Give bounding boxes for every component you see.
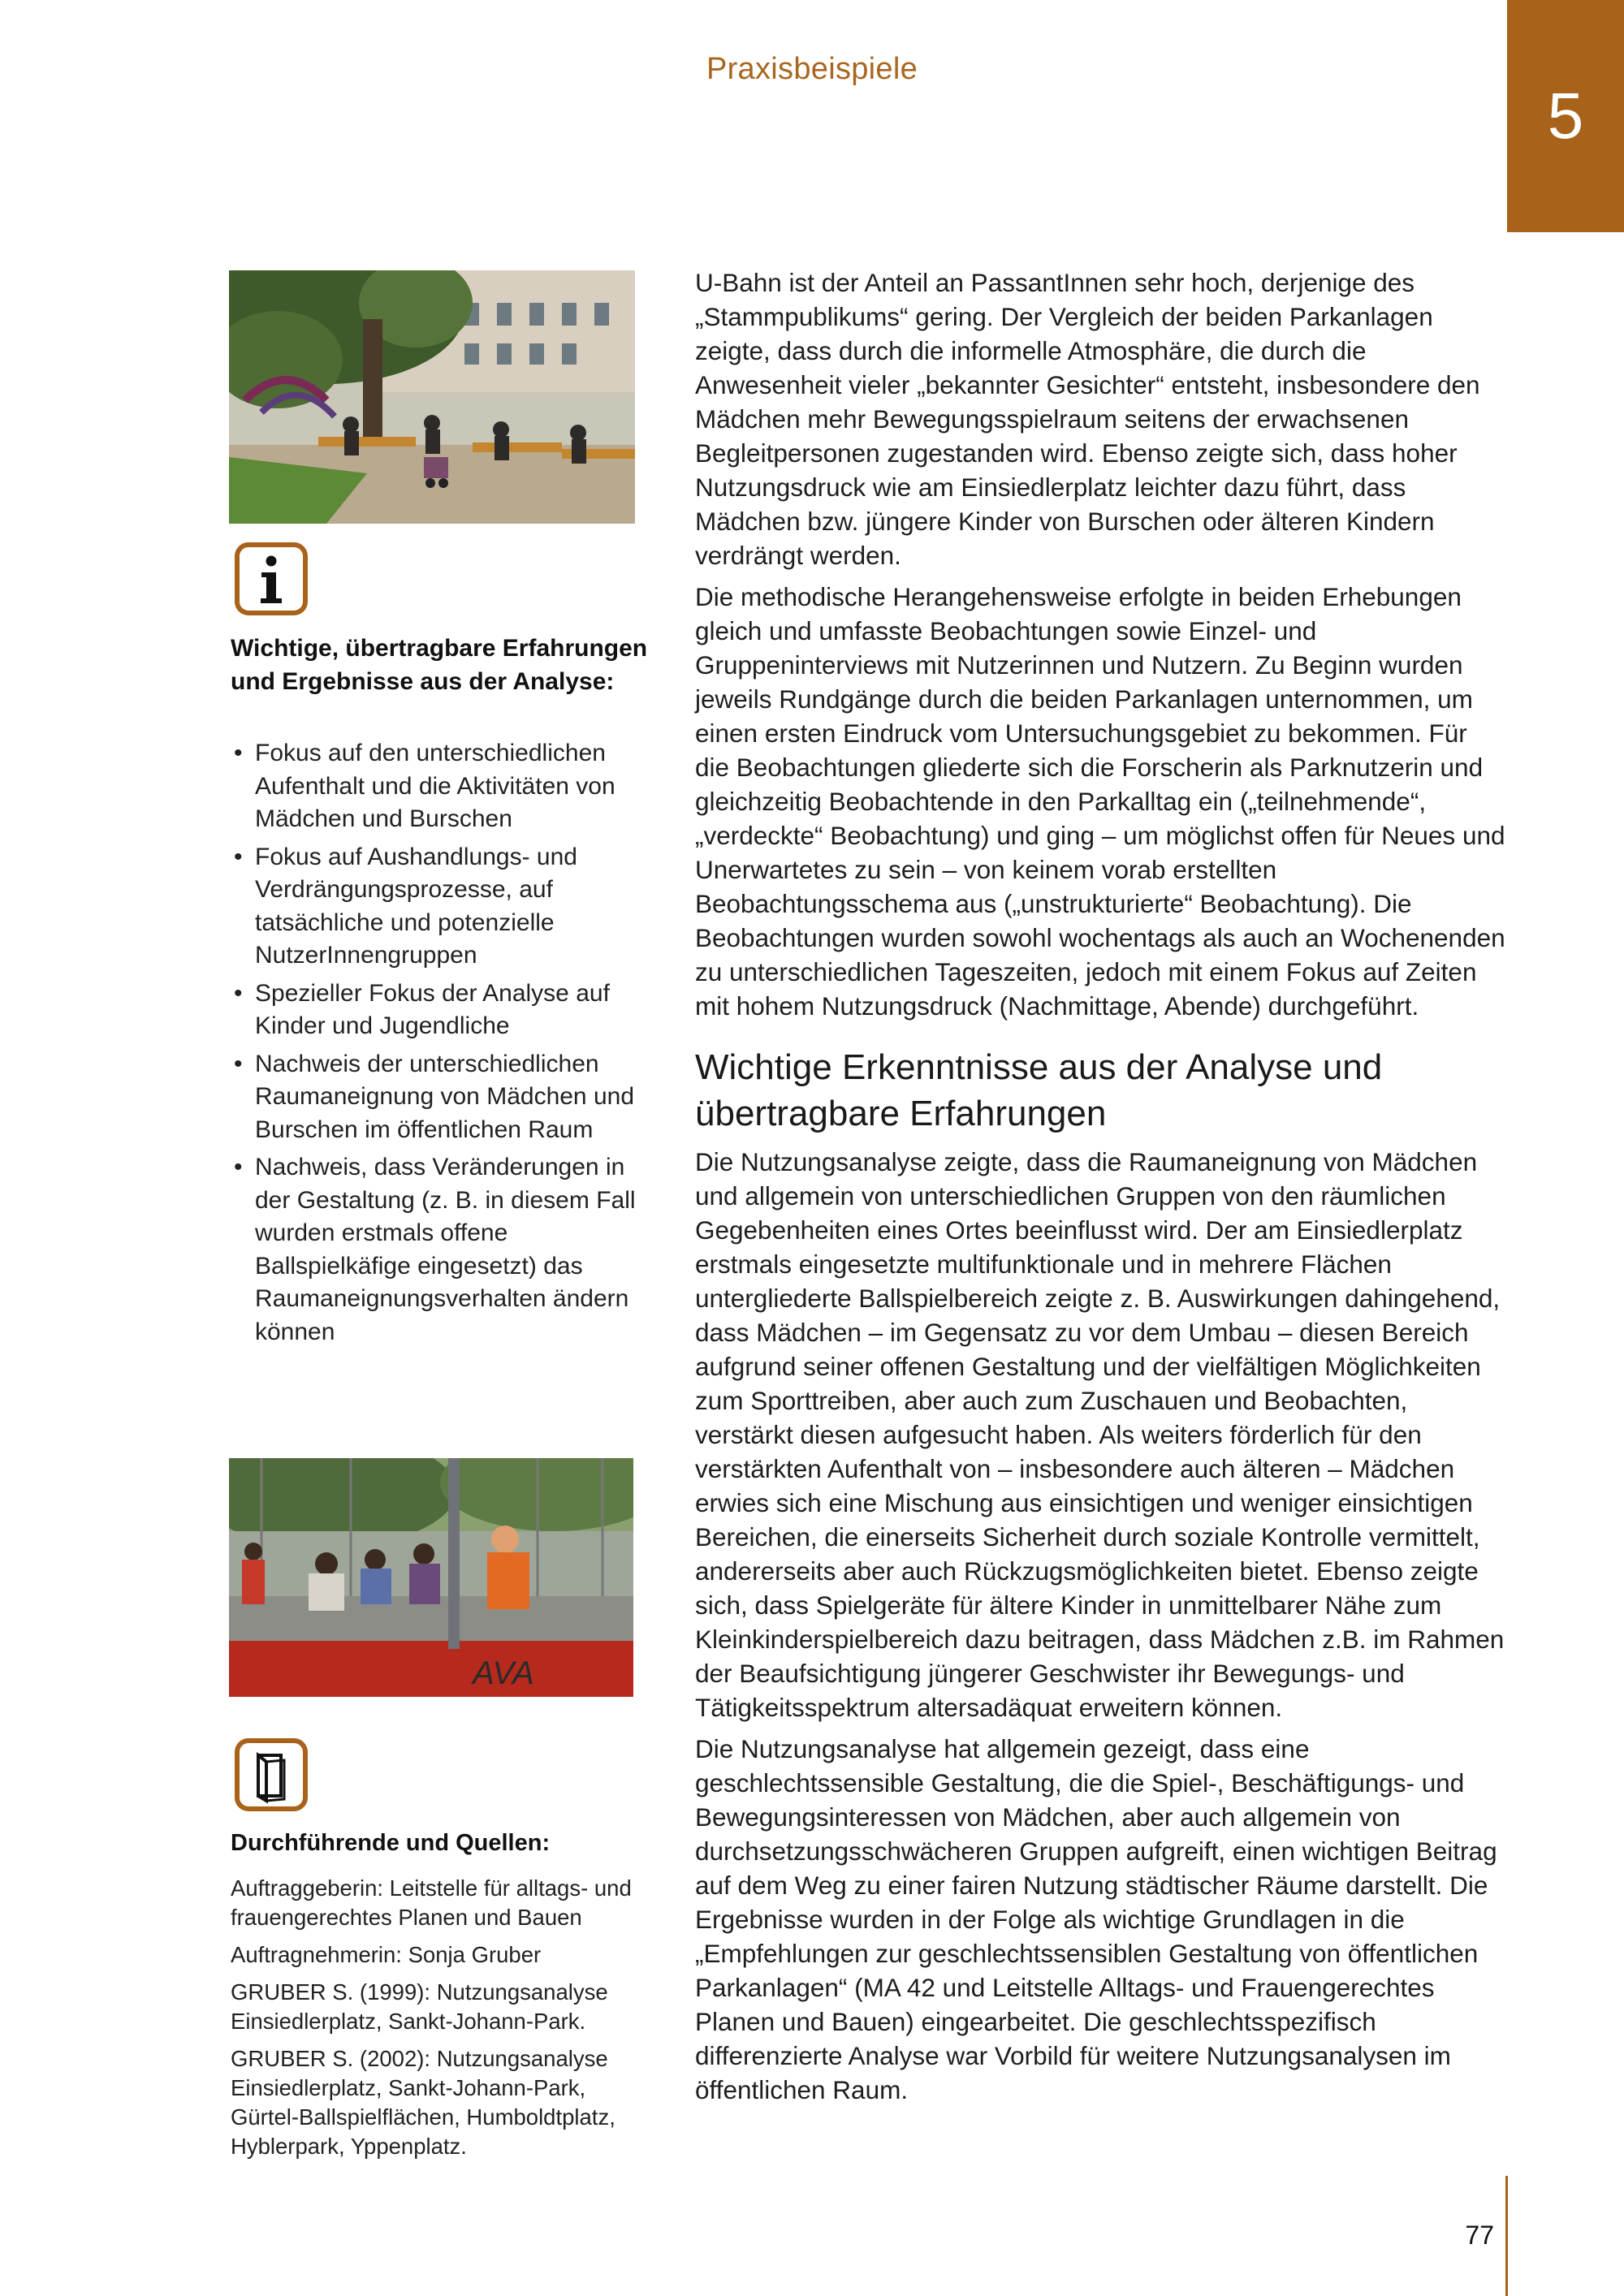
list-item: • Fokus auf den unterschiedlichen Aufenthalt und die Aktivitäten von Mädchen und Burschen bbox=[231, 737, 653, 836]
body-paragraph: Die methodische Herangehensweise erfolgte in beiden Erhebungen gleich und umfasste Beobachtungen sowie Einzel- und Gruppeninterviews mit Nutzerinnen und Nutzern. Zu Beginn wurden jeweils Rundgänge durch die beiden Parkanlagen unternommen, um einen ersten Eindruck vom Untersuchungsgebiet zu bekommen. Für die Beobachtungen gliederte sich die Forscherin als Parknutzerin und gleichzeitig Beobachtende in den Parkalltag ein („teilnehmende“, „verdeckte“ Beobachtung) und ging – um möglichst offen für Neues und Unerwartetes zu sein – von keinem vorab erstellten Beobachtungsschema aus („unstrukturierte“ Beobachtung). Die Beobachtungen wurden sowohl wochentags als auch an Wochenenden zu unterschiedlichen Tageszeiten, jedoch mit einem Fokus auf Zeiten mit hohem Nutzungsdruck (Nachmittage, Abende) durchgeführt. bbox=[695, 582, 1505, 1021]
book-icon bbox=[234, 1737, 309, 1812]
sources-list bbox=[231, 1874, 653, 2169]
body-paragraph: U-Bahn ist der Anteil an PassantInnen sehr hoch, derjenige des „Stammpublikums“ gering. Der Vergleich der beiden Parkanlagen zeigte, dass durch die informelle Atmosphäre, die durch die Anwesenheit vieler „bekannter Gesichter“ entsteht, insbesondere den Mädchen mehr Bewegungsspielraum seitens der erwachsenen Begleitpersonen zugestanden wird. Ebenso zeigte sich, dass hoher Nutzungsdruck wie am Einsiedlerplatz leichter dazu führt, dass Mädchen bzw. jüngere Kinder von Burschen oder älteren Kindern verdrängt werden. bbox=[695, 268, 1480, 570]
section-heading: Wichtige Erkenntnisse aus der Analyse und übertragbare Erfahrungen bbox=[695, 1047, 1383, 1133]
list-item: • Fokus auf Aushandlungs- und Verdrängungsprozesse, auf tatsächliche und potenzielle NutzerInnengruppen bbox=[231, 841, 653, 973]
children-photo bbox=[229, 1458, 633, 1697]
source-entry: Auftraggeberin: Leitstelle für alltags- und frauengerechtes Planen und Bauen bbox=[231, 1875, 632, 1930]
page-rule bbox=[1505, 2176, 1508, 2296]
source-entry: Auftragnehmerin: Sonja Gruber bbox=[231, 1942, 542, 1967]
page-number: 77 bbox=[1465, 2220, 1494, 2250]
park-photo bbox=[229, 270, 635, 524]
info-icon bbox=[234, 542, 309, 616]
body-paragraph: Die Nutzungsanalyse hat allgemein gezeigt, dass eine geschlechtssensible Gestaltung, die die Spiel-, Beschäftigungs- und Bewegungsinteressen von Mädchen, aber auch allgemein von durchsetzungsschwächeren Gruppen aufgreift, einen wichtigen Beitrag auf dem Weg zu einer fairen Nutzung städtischer Räume darstellt. Die Ergebnisse wurden in der Folge als wichtige Grundlagen in die „Empfehlungen zur geschlechtssensiblen Gestaltung von öffentlichen Parkanlagen“ (MA 42 und Leitstelle Alltags- und Frauengerechtes Planen und Bauen) eingearbeitet. Die geschlechtsspezifisch differenzierte Analyse war Vorbild für weitere Nutzungsanalysen im öffentlichen Raum. bbox=[695, 1734, 1497, 2104]
source-entry: GRUBER S. (1999): Nutzungsanalyse Einsiedlerplatz, Sankt-Johann-Park. bbox=[231, 1979, 608, 2034]
chapter-number: 5 bbox=[1547, 80, 1584, 152]
info-heading: Wichtige, übertragbare Erfahrungen und Ergebnisse aus der Analyse: bbox=[231, 635, 648, 695]
sources-heading: Durchführende und Quellen: bbox=[231, 1830, 551, 1856]
list-item: • Spezieller Fokus der Analyse auf Kinder und Jugendliche bbox=[231, 978, 653, 1043]
graffiti-text: AVA bbox=[473, 1655, 534, 1691]
source-entry: GRUBER S. (2002): Nutzungsanalyse Einsiedlerplatz, Sankt-Johann-Park, Gürtel-Ballspielflächen, Humboldtplatz, Hyblerpark, Yppenplatz. bbox=[231, 2046, 615, 2159]
list-item: • Nachweis, dass Veränderungen in der Gestaltung (z. B. in diesem Fall wurden erstmals offene Ballspielkäfige eingesetzt) das Raumaneignungsverhalten ändern können bbox=[231, 1151, 653, 1349]
running-header: Praxisbeispiele bbox=[706, 52, 918, 86]
findings-list bbox=[231, 737, 653, 1353]
body-paragraph: Die Nutzungsanalyse zeigte, dass die Raumaneignung von Mädchen und allgemein von unterschiedlichen Gruppen von den räumlichen Gegebenheiten eines Ortes beeinflusst wird. Der am Einsiedlerplatz erstmals eingesetzte multifunktionale und in mehrere Flächen untergliederte Ballspielbereich zeigte z. B. Auswirkungen dahingehend, dass Mädchen – im Gegensatz zu vor dem Umbau – diesen Bereich aufgrund seiner offenen Gestaltung und der vielfältigen Möglichkeiten zum Sporttreiben, aber auch zum Zuschauen und Beobachten, verstärkt diesen aufgesucht haben. Als weiters förderlich für den verstärkten Aufenthalt von – insbesondere auch älteren – Mädchen erwies sich eine Mischung aus einsichtigen und weniger einsichtigen Bereichen, die einerseits Sicherheit durch soziale Kontrolle vermittelt, andererseits aber auch Rückzugsmöglichkeiten bietet. Ebenso zeigte sich, dass Spielgeräte für ältere Kinder in unmittelbarer Nähe zum Kleinkinderspielbereich dazu beitragen, dass Mädchen z.B. im Rahmen der Beaufsichtigung jüngerer Geschwister ihr Bewegungs- und Tätigkeitsspektrum altersadäquat erweitern können. bbox=[695, 1147, 1505, 1722]
main-text bbox=[695, 265, 1507, 2114]
list-item: • Nachweis der unterschiedlichen Raumaneignung von Mädchen und Burschen im öffentlichen Raum bbox=[231, 1048, 653, 1147]
chapter-tab bbox=[1507, 0, 1624, 232]
